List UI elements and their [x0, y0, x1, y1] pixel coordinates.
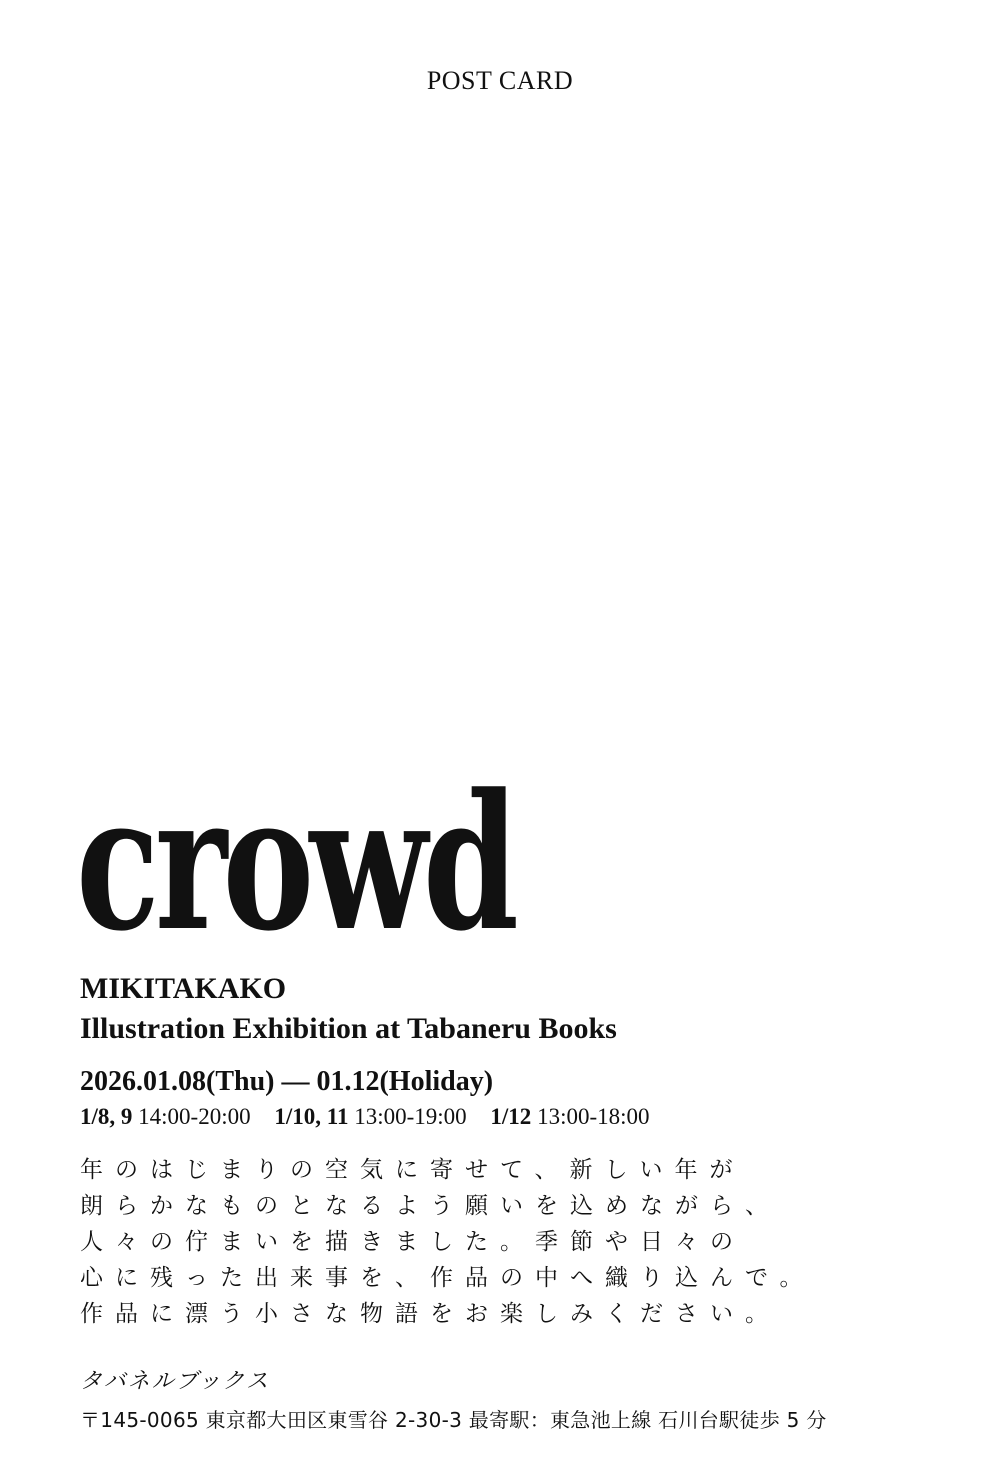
exhibition-dates: 2026.01.08(Thu) ― 01.12(Holiday)	[80, 1066, 494, 1097]
hours-day: 1/10, 11	[274, 1104, 349, 1129]
hours-time: 14:00-20:00	[138, 1104, 251, 1129]
opening-hours	[80, 1104, 668, 1130]
hours-time: 13:00-18:00	[537, 1104, 650, 1129]
artist-name: MIKITAKAKO	[80, 972, 287, 1005]
hours-day: 1/8, 9	[80, 1104, 133, 1129]
exhibition-title: crowd	[76, 753, 515, 973]
shop-name: タバネルブックス	[80, 1369, 271, 1394]
description-line: 心に残った出来事を、作品の中へ織り込んで。	[80, 1265, 815, 1291]
description-line: 年のはじまりの空気に寄せて、新しい年が	[80, 1157, 745, 1183]
exhibition-subtitle: Illustration Exhibition at Tabaneru Books	[80, 1012, 617, 1045]
postcard-header: POST CARD	[426, 66, 574, 95]
hours-day: 1/12	[490, 1104, 532, 1129]
hours-slot	[274, 1104, 472, 1129]
hours-slot	[490, 1104, 649, 1129]
description-line: 作品に漂う小さな物語をお楽しみください。	[80, 1301, 780, 1327]
description-line: 朗らかなものとなるよう願いを込めながら、	[80, 1193, 780, 1219]
shop-address: 〒145-0065 東京都大田区東雪谷 2-30-3 最寄駅：東急池上線 石川台駅徒歩 5 分	[80, 1408, 827, 1432]
hours-slot	[80, 1104, 256, 1129]
hours-time: 13:00-19:00	[354, 1104, 467, 1129]
description-line: 人々の佇まいを描きました。季節や日々の	[80, 1229, 745, 1255]
exhibition-description	[80, 1152, 815, 1332]
